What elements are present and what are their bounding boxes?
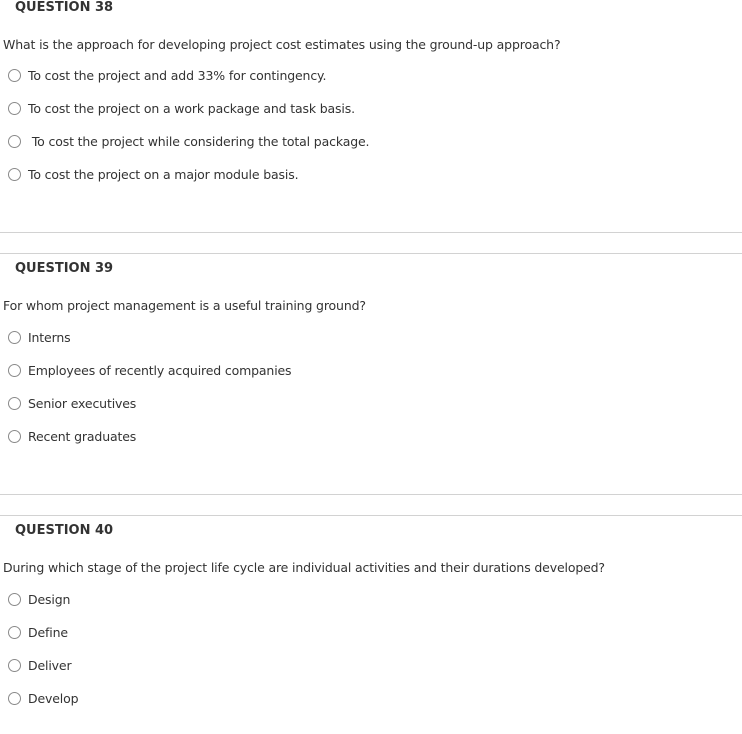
divider	[0, 232, 742, 233]
radio-button[interactable]	[8, 626, 21, 639]
question-39-option-4[interactable]	[8, 427, 136, 445]
question-38-option-2[interactable]	[8, 99, 355, 117]
divider	[0, 253, 742, 254]
question-40-option-2[interactable]	[8, 623, 68, 641]
option-label: Employees of recently acquired companies	[28, 362, 292, 378]
question-39-option-2[interactable]	[8, 361, 291, 379]
divider	[0, 494, 742, 495]
option-label: Design	[28, 591, 71, 607]
option-label: To cost the project while considering the total package.	[28, 133, 370, 149]
option-label: To cost the project on a major module basis.	[28, 166, 299, 182]
radio-button[interactable]	[8, 692, 21, 705]
option-label: To cost the project on a work package and task basis.	[28, 100, 355, 116]
option-label: Define	[28, 624, 68, 640]
radio-button[interactable]	[8, 659, 21, 672]
option-label: Interns	[28, 329, 71, 345]
question-39-option-3[interactable]	[8, 394, 136, 412]
option-label: To cost the project and add 33% for contingency.	[28, 67, 327, 83]
question-39-title: QUESTION 39	[15, 261, 114, 276]
question-38-option-3[interactable]	[8, 132, 369, 150]
radio-button[interactable]	[8, 102, 21, 115]
radio-button[interactable]	[8, 69, 21, 82]
radio-button[interactable]	[8, 135, 21, 148]
question-38-option-4[interactable]	[8, 165, 298, 183]
option-label: Recent graduates	[28, 428, 137, 444]
question-38-option-1[interactable]	[8, 66, 326, 84]
radio-button[interactable]	[8, 430, 21, 443]
question-40-option-4[interactable]	[8, 689, 78, 707]
radio-button[interactable]	[8, 593, 21, 606]
question-40-option-3[interactable]	[8, 656, 71, 674]
radio-button[interactable]	[8, 331, 21, 344]
option-label: Senior executives	[28, 395, 137, 411]
option-label: Deliver	[28, 657, 72, 673]
radio-button[interactable]	[8, 364, 21, 377]
question-38-text: What is the approach for developing project cost estimates using the ground-up approach?	[3, 37, 561, 52]
question-39-option-1[interactable]	[8, 328, 71, 346]
question-40-title: QUESTION 40	[15, 523, 114, 538]
divider	[0, 515, 742, 516]
question-40-text: During which stage of the project life cycle are individual activities and their durations developed?	[3, 560, 605, 575]
radio-button[interactable]	[8, 397, 21, 410]
question-39-text: For whom project management is a useful training ground?	[3, 298, 366, 313]
question-40-option-1[interactable]	[8, 590, 70, 608]
question-38-title: QUESTION 38	[15, 0, 114, 15]
radio-button[interactable]	[8, 168, 21, 181]
option-label: Develop	[28, 690, 79, 706]
